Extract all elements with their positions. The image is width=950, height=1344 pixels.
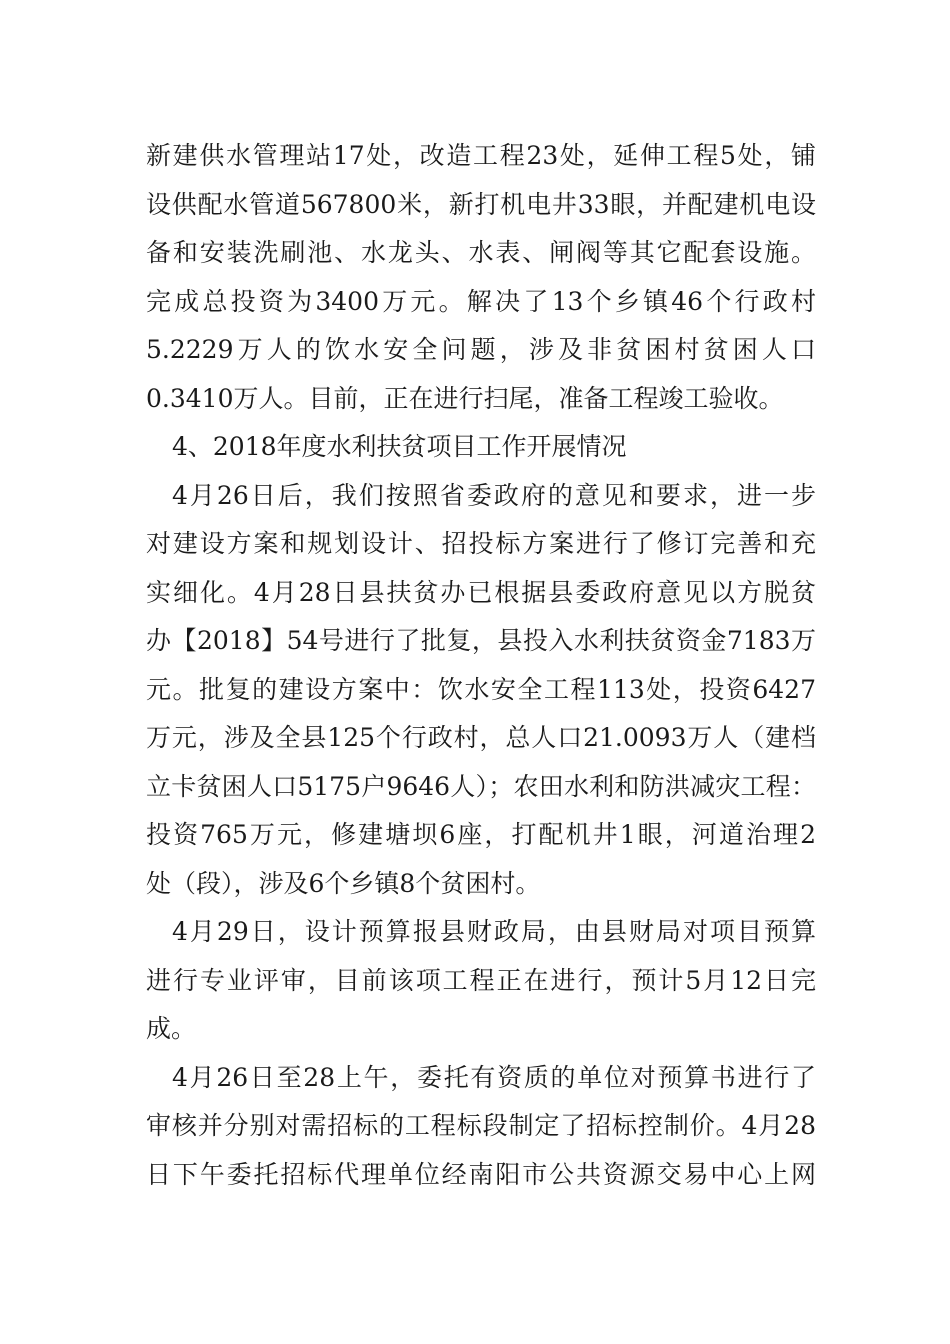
- text-line: 对建设方案和规划设计、招投标方案进行了修订完善和充: [146, 529, 816, 558]
- text-line: 日下午委托招标代理单位经南阳市公共资源交易中心上网: [146, 1159, 816, 1189]
- text-line: 立卡贫困人口5175户9646人）；农田水利和防洪减灾工程：: [146, 771, 816, 801]
- text-line: 新建供水管理站17处，改造工程23处，延伸工程5处，铺: [146, 141, 816, 170]
- text-line: 元。批复的建设方案中：饮水安全工程113处，投资6427: [146, 674, 816, 704]
- text-line: 4月26日至28上午，委托有资质的单位对预算书进行了: [172, 1062, 816, 1092]
- text-line: 审核并分别对需招标的工程标段制定了招标控制价。4月28: [146, 1111, 816, 1140]
- text-line: 5.2229万人的饮水安全问题，涉及非贫困村贫困人口: [146, 335, 816, 364]
- text-line: 进行专业评审，目前该项工程正在进行，预计5月12日完: [146, 965, 816, 995]
- text-line: 办【2018】54号进行了批复，县投入水利扶贫资金7183万: [146, 626, 816, 655]
- text-line: 万元，涉及全县125个行政村，总人口21.0093万人（建档: [146, 723, 816, 752]
- text-line: 4月29日，设计预算报县财政局，由县财局对项目预算: [172, 917, 816, 946]
- text-line: 设供配水管道567800米，新打机电井33眼，并配建机电设: [146, 189, 816, 219]
- text-line: 0.3410万人。目前，正在进行扫尾，准备工程竣工验收。: [146, 383, 784, 413]
- text-line: 处（段），涉及6个乡镇8个贫困村。: [146, 868, 541, 898]
- text-line: 完成总投资为3400万元。解决了13个乡镇46个行政村: [146, 286, 816, 316]
- text-line: 实细化。4月28日县扶贫办已根据县委政府意见以方脱贫: [146, 577, 816, 607]
- section-heading: 4、2018年度水利扶贫项目工作开展情况: [172, 432, 627, 461]
- document-body: [146, 132, 816, 1199]
- text-line: 投资765万元，修建塘坝6座，打配机井1眼，河道治理2: [146, 820, 816, 849]
- text-line: 4月26日后，我们按照省委政府的意见和要求，进一步: [172, 480, 816, 510]
- text-line: 备和安装洗刷池、水龙头、水表、闸阀等其它配套设施。: [146, 238, 816, 267]
- text-line: 成。: [146, 1014, 197, 1043]
